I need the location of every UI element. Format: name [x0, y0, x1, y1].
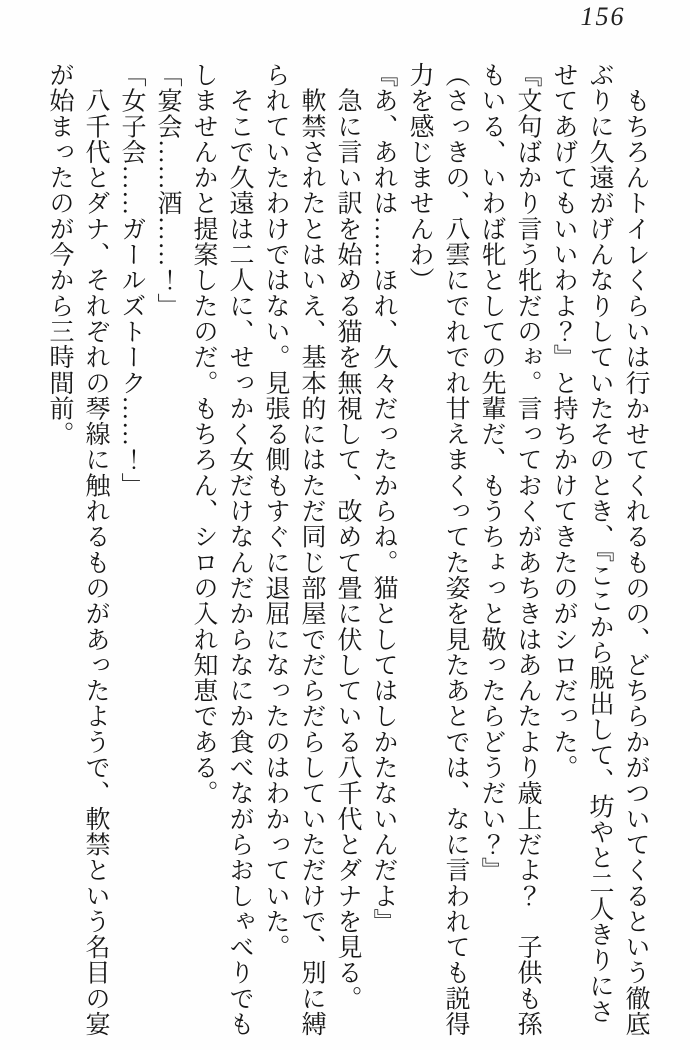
page-number: 156 — [580, 2, 626, 31]
text-line: が始まったのが今から三時間前。 — [46, 62, 73, 447]
text-line: 「女子会……ガールズトーク……！」 — [118, 62, 145, 499]
text-line: られていたわけではない。見張る側もすぐに退屈になったのはわかっていた。 — [262, 62, 289, 960]
text-line: 八千代とダナ、それぞれの琴線に触れるものがあったようで、軟禁という名目の宴 — [82, 62, 109, 1037]
text-line: 「宴会……酒……！」 — [154, 62, 181, 319]
text-line: そこで久遠は二人に、せっかく女だけなんだからなにか食べながらおしゃべりでも — [226, 62, 253, 1037]
text-line: 軟禁されたとはいえ、基本的にはただ同じ部屋でだらだらしていただけで、別に縛 — [298, 62, 325, 1037]
text-line: 急に言い訳を始める猫を無視して、改めて畳に伏している八千代とダナを見る。 — [334, 62, 361, 1012]
text-line: 『文句ばかり言う牝だのぉ。言っておくがあちきはあんたより歳上だよ？ 子供も孫 — [514, 62, 541, 1037]
text-line: せてあげてもいいわよ？』と持ちかけてきたのがシロだった。 — [550, 62, 577, 781]
text-line: （さっきの、八雲にでれでれ甘えまくってた姿を見たあとでは、なに言われても説得 — [442, 62, 469, 1037]
text-line: もいる、いわば牝としての先輩だ、もうちょっと敬ったらどうだい？』 — [478, 62, 505, 883]
text-line: しませんかと提案したのだ。もちろん、シロの入れ知恵である。 — [190, 62, 217, 806]
text-block — [41, 62, 653, 1040]
text-line: もちろんトイレくらいは行かせてくれるものの、どちらかがついてくるという徹底 — [622, 62, 649, 1037]
text-line: 力を感じませんわ） — [406, 62, 433, 293]
text-line: 『あ、あれは……ほれ、久々だったからね。猫としてはしかたないんだよ』 — [370, 62, 397, 935]
text-line: ぶりに久遠がげんなりしていたそのとき、『ここから脱出して、坊やと二人きりにさ — [586, 62, 613, 1025]
